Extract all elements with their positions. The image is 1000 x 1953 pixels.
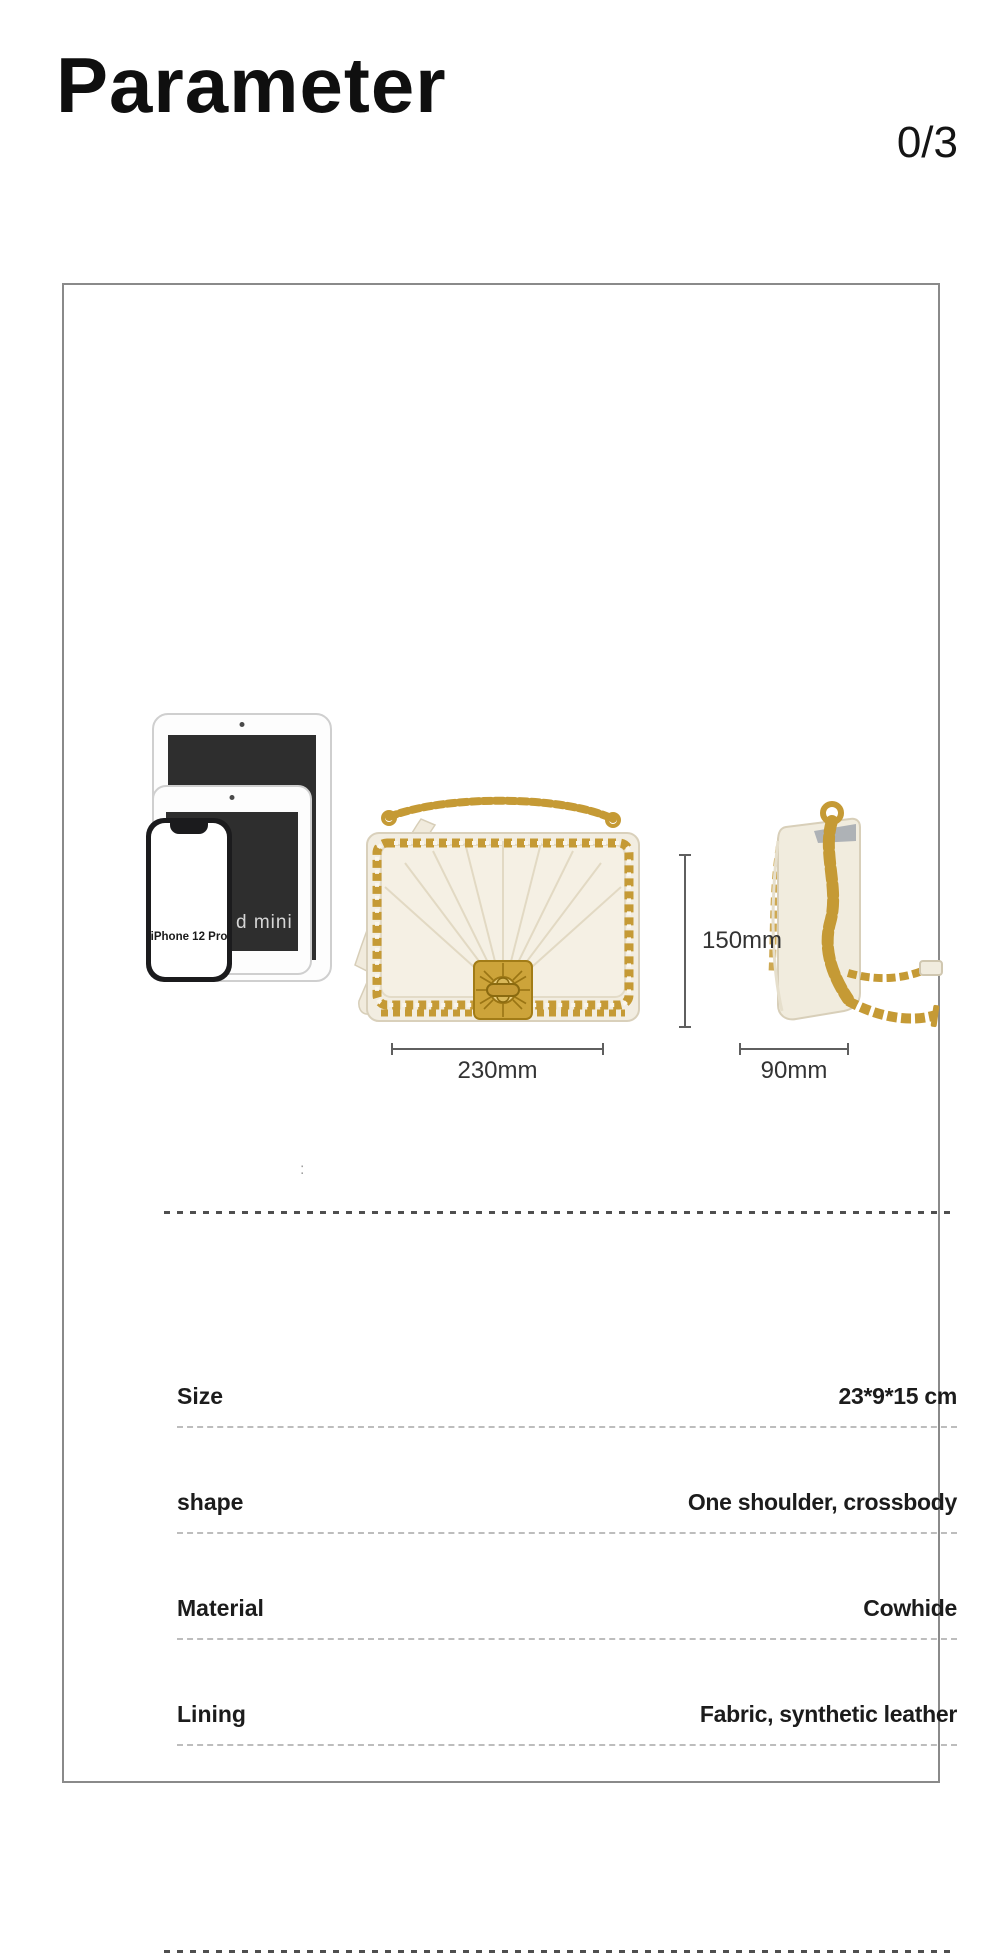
ipad-camera-icon <box>240 722 245 727</box>
bag-side-view-image <box>752 797 952 1042</box>
spec-label: Material <box>177 1595 264 1621</box>
parameter-panel <box>62 283 957 1783</box>
iphone-notch-icon <box>170 823 208 834</box>
depth-dimension-label: 90mm <box>760 1057 828 1084</box>
width-dimension-label: 230mm <box>457 1057 538 1084</box>
iphone-mockup <box>146 818 232 982</box>
spec-value: 23*9*15 cm <box>838 1383 957 1409</box>
stray-artifact-mark: : <box>300 1161 305 1178</box>
bag-side-strap-keeper <box>920 961 942 975</box>
spec-value: Cowhide <box>863 1595 957 1621</box>
spec-table <box>177 1382 957 1806</box>
spec-label: Size <box>177 1383 224 1409</box>
ipad-mini-screen-label: d mini <box>236 912 293 933</box>
spec-row-lining <box>177 1700 957 1746</box>
bag-clasp-icon <box>474 961 532 1019</box>
depth-dimension-line <box>739 1048 849 1050</box>
section-divider-top <box>164 1211 954 1214</box>
iphone-screen <box>151 823 227 977</box>
spec-label: shape <box>177 1489 244 1515</box>
height-dimension-line <box>684 854 686 1028</box>
image-carousel-page-indicator: 0/3 <box>896 118 958 167</box>
spec-row-shape <box>177 1488 957 1534</box>
width-dimension-line <box>391 1048 604 1050</box>
spec-label: Lining <box>177 1701 246 1727</box>
page-title: Parameter <box>56 41 447 129</box>
spec-value: One shoulder, crossbody <box>687 1489 957 1515</box>
iphone-screen-label: iPhone 12 Pro <box>150 931 228 943</box>
height-dimension-label: 150mm <box>702 927 783 954</box>
ipad-mini-camera-icon <box>230 795 235 800</box>
spec-row-material <box>177 1594 957 1640</box>
spec-value: Fabric, synthetic leather <box>699 1701 957 1727</box>
bag-front-view-image <box>347 791 657 1046</box>
spec-row-size <box>177 1382 957 1428</box>
